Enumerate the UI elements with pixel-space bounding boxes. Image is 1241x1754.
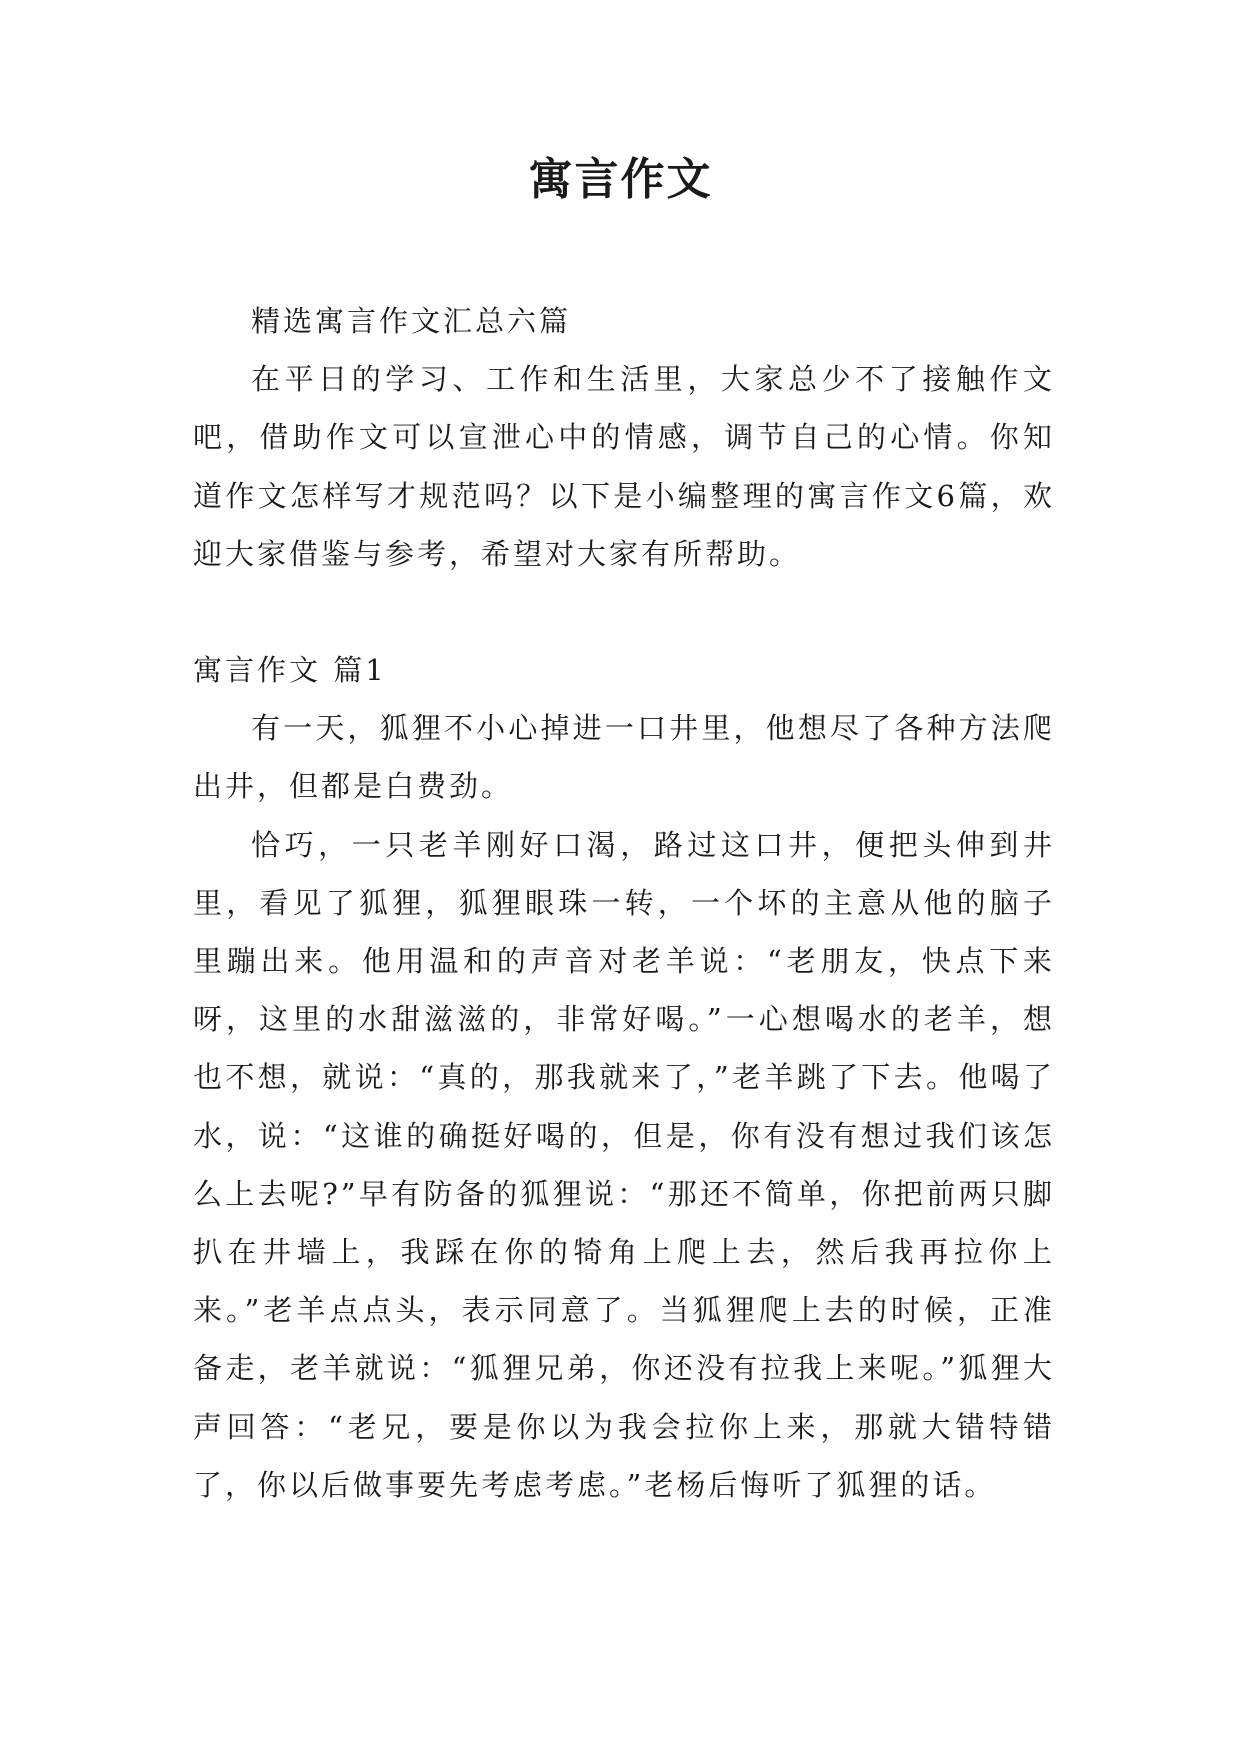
intro-paragraph: 在平日的学习、工作和生活里，大家总少不了接触作文吧，借助作文可以宣泄心中的情感，调节自己的心情。你知道作文怎样写才规范吗？以下是小编整理的寓言作文6篇，欢迎大家借鉴与参考，希望对大家有所帮助。 — [193, 362, 1055, 571]
body-paragraph: 恰巧，一只老羊刚好口渴，路过这口井，便把头伸到井里，看见了狐狸，狐狸眼珠一转，一个坏的主意从他的脑子里蹦出来。他用温和的声音对老羊说：“老朋友，快点下来呀，这里的水甜滋滋的，非常好喝。”一心想喝水的老羊，想也不想，就说：“真的，那我就来了，”老羊跳了下去。他喝了水，说：“这谁的确挺好喝的，但是，你有没有想过我们该怎么上去呢?”早有防备的狐狸说：“那还不简单，你把前两只脚扒在井墙上，我踩在你的犄角上爬上去，然后我再拉你上来。”老羊点点头，表示同意了。当狐狸爬上去的时候，正准备走，老羊就说：“狐狸兄弟，你还没有拉我上来呢。”狐狸大声回答：“老兄，要是你以为我会拉你上来，那就大错特错了，你以后做事要先考虑考虑。”老杨后悔听了狐狸的话。 — [193, 827, 1055, 1502]
body-paragraph: 有一天，狐狸不小心掉进一口井里，他想尽了各种方法爬出井，但都是白费劲。 — [193, 711, 1055, 804]
section-heading: 寓言作文 篇1 — [193, 653, 387, 688]
document-subtitle: 精选寓言作文汇总六篇 — [251, 304, 572, 338]
document-body — [193, 292, 1055, 1514]
document-title: 寓言作文 — [528, 154, 713, 205]
